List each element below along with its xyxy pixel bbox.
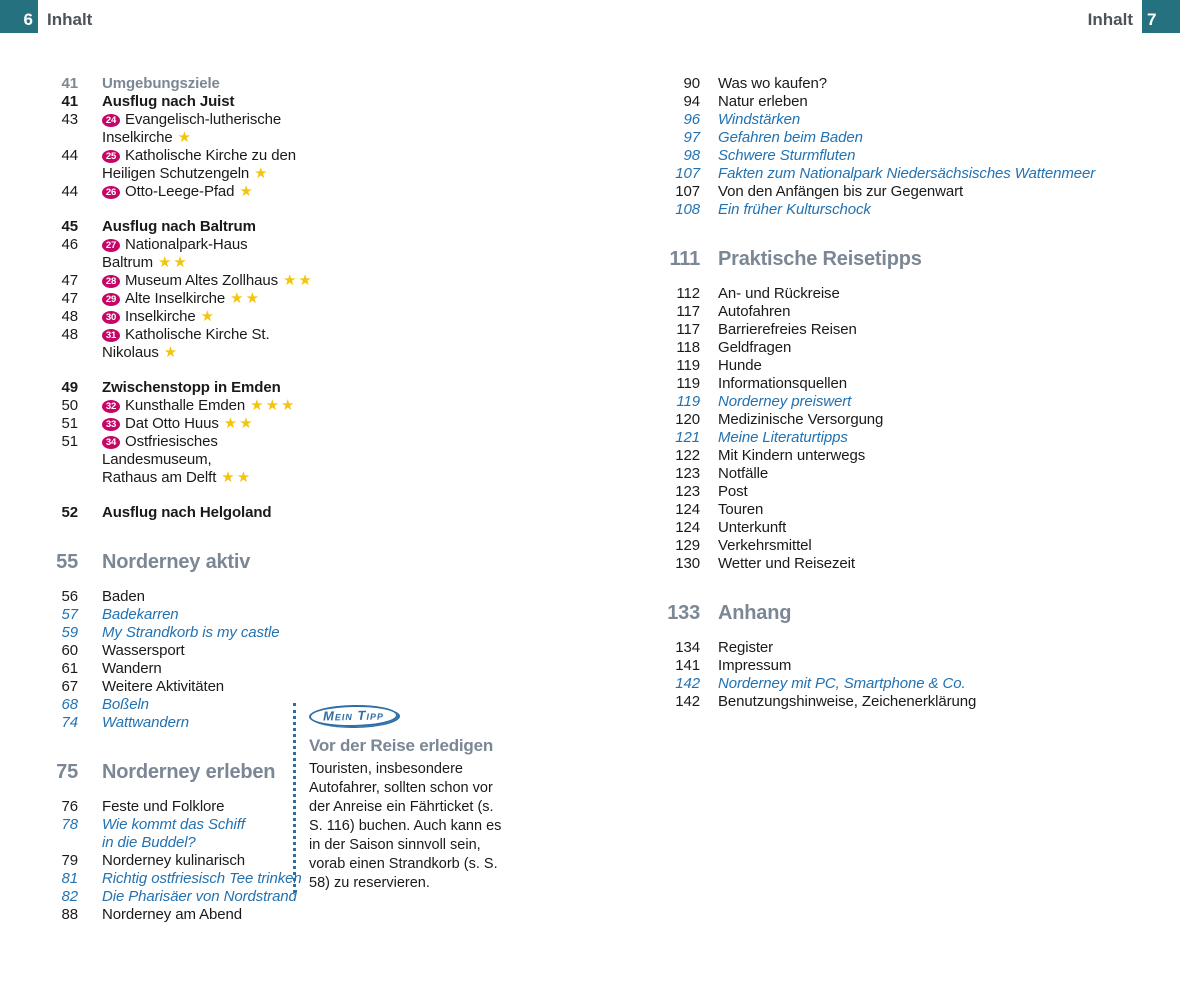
- poi-number-badge: 30: [102, 311, 120, 324]
- toc-page-number: 124: [675, 501, 700, 518]
- toc-entry-line: Inselkirche ★: [102, 129, 194, 146]
- toc-entry-line: Wattwandern: [102, 714, 190, 731]
- toc-entry: [650, 111, 1130, 129]
- toc-entry: [650, 429, 1130, 447]
- toc-entry-line: Norderney erleben: [102, 761, 276, 783]
- toc-entry-line: 27 Nationalpark-Haus Baltrum ★★: [102, 236, 248, 271]
- toc-entry: [650, 201, 1130, 219]
- toc-page-number: 67: [61, 678, 78, 695]
- toc-entry-label: [102, 308, 315, 326]
- toc-entry-label: [718, 657, 1130, 675]
- toc-entry: [40, 606, 315, 624]
- star-rating: ★: [254, 165, 270, 182]
- toc-entry-label: [102, 147, 315, 183]
- toc-page-number: 122: [675, 447, 700, 464]
- toc-entry-line: Ausflug nach Helgoland: [102, 504, 272, 521]
- star-rating: ★: [200, 308, 217, 325]
- toc-entry: [40, 852, 315, 870]
- toc-entry: [40, 75, 315, 93]
- poi-number-badge: 24: [102, 114, 120, 127]
- toc-page-number: 47: [61, 290, 78, 307]
- toc-entry-label: [718, 537, 1130, 555]
- toc-page-number: 90: [683, 75, 700, 92]
- toc-entry-line: 24 Evangelisch-lutherische: [102, 111, 315, 129]
- toc-entry-label: [718, 129, 1130, 147]
- toc-page-number: 94: [683, 93, 700, 110]
- toc-page-number: 56: [61, 588, 78, 605]
- toc-column-left: [40, 75, 315, 924]
- page-number-box: [0, 0, 38, 33]
- toc-entry-label: [718, 429, 1130, 447]
- toc-entry: [40, 183, 315, 201]
- toc-entry: [40, 111, 315, 147]
- toc-chapter-entry: [650, 246, 1130, 272]
- toc-entry-label: [718, 93, 1130, 111]
- tip-title: Vor der Reise erledigen: [309, 736, 494, 755]
- toc-page-number: 130: [675, 555, 700, 572]
- toc-page-number: 51: [61, 433, 78, 450]
- toc-entry-line: Windstärken: [718, 111, 801, 128]
- toc-entry-line: Anhang: [718, 602, 792, 624]
- toc-entry: [650, 675, 1130, 693]
- toc-entry-label: [718, 246, 1130, 272]
- toc-entry-line: Gefahren beim Baden: [718, 129, 863, 146]
- toc-entry-line: Baden: [102, 588, 145, 605]
- mein-tipp-badge: Mein Tipp: [309, 704, 398, 728]
- toc-entry-line: 29 Alte Inselkirche ★★: [102, 290, 315, 308]
- toc-entry: [650, 339, 1130, 357]
- toc-entry: [40, 272, 315, 290]
- toc-entry-label: [718, 675, 1130, 693]
- toc-entry-label: [718, 639, 1130, 657]
- toc-entry: [650, 483, 1130, 501]
- toc-page-number: 78: [61, 816, 78, 833]
- toc-entry-label: [102, 606, 315, 624]
- toc-entry-label: [102, 218, 315, 236]
- toc-entry: [40, 379, 315, 397]
- toc-page-number: 111: [669, 248, 700, 270]
- toc-entry-line: Heiligen Schutzengeln ★: [102, 165, 270, 182]
- toc-entry: [40, 504, 315, 522]
- toc-entry-line: An- und Rückreise: [718, 285, 840, 302]
- toc-entry-label: [718, 465, 1130, 483]
- toc-entry: [650, 447, 1130, 465]
- toc-page-number: 49: [61, 379, 78, 396]
- toc-entry-line: Badekarren: [102, 606, 179, 623]
- toc-entry-label: [102, 379, 315, 397]
- toc-entry-label: [102, 236, 315, 272]
- toc-chapter-entry: [650, 600, 1130, 626]
- toc-entry-label: [718, 447, 1130, 465]
- poi-number-badge: 34: [102, 436, 120, 449]
- toc-entry-label: [102, 111, 315, 147]
- toc-entry-line: Was wo kaufen?: [718, 75, 827, 92]
- toc-entry: [650, 519, 1130, 537]
- toc-entry: [40, 870, 315, 888]
- toc-entry-line: Praktische Reisetipps: [718, 248, 922, 270]
- toc-entry-label: [102, 397, 315, 415]
- toc-page-number: 51: [61, 415, 78, 432]
- toc-entry-line: Barrierefreies Reisen: [718, 321, 857, 338]
- running-head-label: Inhalt: [1087, 10, 1133, 29]
- toc-entry-line: 31 Katholische Kirche St. Nikolaus ★: [102, 326, 270, 361]
- toc-entry-label: [102, 816, 315, 852]
- toc-page-number: 74: [61, 714, 78, 731]
- toc-page-number: 121: [675, 429, 700, 446]
- page-number: 7: [1147, 10, 1157, 29]
- toc-page-number: 123: [675, 483, 700, 500]
- toc-entry: [40, 816, 315, 852]
- toc-chapter-entry: [40, 549, 315, 575]
- toc-entry: [40, 326, 315, 362]
- toc-entry-label: [102, 870, 315, 888]
- toc-entry-label: [718, 600, 1130, 626]
- toc-entry-line: Wie kommt das Schiff: [102, 816, 245, 833]
- tip-box: [293, 703, 515, 893]
- toc-entry-label: [102, 888, 315, 906]
- toc-entry-line: Hunde: [718, 357, 762, 374]
- toc-entry: [40, 624, 315, 642]
- toc-entry: [40, 415, 315, 433]
- tip-body-text: Touristen, insbesondere Autofahrer, sollten schon vor der Anreise ein Fährticket (s. S. 116) buchen. Auch kann es in der Saison sinnvoll sein, vorab einen Strandkorb (s. S. 58) zu reservieren.: [309, 761, 502, 891]
- toc-entry: [40, 290, 315, 308]
- toc-entry-label: [102, 759, 315, 785]
- toc-entry: [650, 537, 1130, 555]
- toc-page-number: 96: [683, 111, 700, 128]
- toc-page-number: 88: [61, 906, 78, 923]
- toc-entry-line: Notfälle: [718, 465, 769, 482]
- toc-entry: [40, 433, 315, 487]
- toc-entry: [650, 321, 1130, 339]
- toc-entry-label: [102, 696, 315, 714]
- poi-number-badge: 31: [102, 329, 120, 342]
- toc-entry-line: Ausflug nach Juist: [102, 93, 235, 110]
- toc-entry: [40, 888, 315, 906]
- poi-number-badge: 33: [102, 418, 120, 431]
- toc-entry-label: [102, 75, 315, 93]
- toc-entry-label: [102, 798, 315, 816]
- star-rating: ★★★: [250, 397, 297, 414]
- toc-page-number: 118: [676, 339, 700, 356]
- toc-entry-line: Fakten zum Nationalpark Niedersächsisches Wattenmeer: [718, 165, 1096, 182]
- toc-entry-line: Norderney preiswert: [718, 393, 852, 410]
- toc-page-number: 48: [61, 308, 78, 325]
- toc-page-number: 55: [56, 551, 78, 573]
- star-rating: ★★: [230, 290, 262, 307]
- toc-entry-line: Norderney kulinarisch: [102, 852, 245, 869]
- toc-entry: [40, 660, 315, 678]
- toc-entry-line: Geldfragen: [718, 339, 792, 356]
- toc-entry-line: Wassersport: [102, 642, 185, 659]
- toc-entry-label: [718, 303, 1130, 321]
- toc-entry-line: Impressum: [718, 657, 792, 674]
- toc-entry-line: Medizinische Versorgung: [718, 411, 884, 428]
- star-rating: ★★: [223, 415, 255, 432]
- toc-page-number: 117: [676, 303, 700, 320]
- toc-entry-line: Boßeln: [102, 696, 149, 713]
- toc-entry: [40, 236, 315, 272]
- toc-entry-line: 30 Inselkirche ★: [102, 308, 315, 326]
- toc-entry-label: [718, 375, 1130, 393]
- toc-entry-label: [718, 483, 1130, 501]
- poi-number-badge: 26: [102, 186, 120, 199]
- toc-entry: [40, 308, 315, 326]
- toc-page-number: 47: [61, 272, 78, 289]
- toc-page-number: 76: [61, 798, 78, 815]
- toc-entry-label: [102, 504, 315, 522]
- toc-entry-line: 25 Katholische Kirche zu den: [102, 147, 315, 165]
- toc-chapter-entry: [40, 759, 315, 785]
- toc-entry: [650, 465, 1130, 483]
- toc-entry-label: [102, 588, 315, 606]
- toc-entry-line: Wandern: [102, 660, 162, 677]
- toc-page-number: 52: [61, 504, 78, 521]
- toc-entry-line: Norderney aktiv: [102, 551, 251, 573]
- toc-page-number: 68: [61, 696, 78, 713]
- toc-entry-line: Meine Literaturtipps: [718, 429, 848, 446]
- toc-entry-line: Feste und Folklore: [102, 798, 225, 815]
- toc-page-number: 44: [61, 183, 78, 200]
- toc-page-number: 124: [675, 519, 700, 536]
- running-head-right: [1088, 0, 1180, 33]
- toc-page-number: 57: [61, 606, 78, 623]
- toc-entry: [650, 639, 1130, 657]
- toc-entry-label: [102, 660, 315, 678]
- toc-entry: [40, 93, 315, 111]
- toc-entry: [40, 678, 315, 696]
- toc-entry-line: Richtig ostfriesisch Tee trinken: [102, 870, 302, 887]
- toc-page-number: 82: [61, 888, 78, 905]
- toc-entry-label: [102, 433, 315, 487]
- toc-page-number: 50: [61, 397, 78, 414]
- toc-entry-line: Benutzungshinweise, Zeichenerklärung: [718, 693, 977, 710]
- toc-entry: [40, 798, 315, 816]
- toc-page-number: 41: [61, 93, 78, 110]
- toc-entry-label: [718, 165, 1130, 183]
- toc-entry-line: Wetter und Reisezeit: [718, 555, 855, 572]
- toc-entry-line: Norderney mit PC, Smartphone & Co.: [718, 675, 966, 692]
- toc-entry: [650, 693, 1130, 711]
- toc-entry-label: [718, 285, 1130, 303]
- toc-page-number: 97: [683, 129, 700, 146]
- star-rating: ★★: [157, 254, 189, 271]
- toc-entry-label: [102, 183, 315, 201]
- page-number-box: [1142, 0, 1180, 33]
- toc-entry: [650, 93, 1130, 111]
- toc-page-number: 59: [61, 624, 78, 641]
- page-number: 6: [23, 10, 33, 29]
- toc-entry-label: [718, 321, 1130, 339]
- toc-entry-line: Zwischenstopp in Emden: [102, 379, 281, 396]
- toc-entry-label: [102, 93, 315, 111]
- toc-entry-label: [718, 411, 1130, 429]
- toc-page-number: 142: [675, 693, 700, 710]
- toc-entry-line: Natur erleben: [718, 93, 808, 110]
- toc-page-number: 119: [676, 357, 700, 374]
- toc-entry-label: [102, 906, 315, 924]
- toc-entry-label: [718, 75, 1130, 93]
- toc-entry-label: [718, 693, 1130, 711]
- toc-entry-line: Die Pharisäer von Nordstrand: [102, 888, 297, 905]
- toc-page-number: 79: [61, 852, 78, 869]
- toc-entry-label: [102, 549, 315, 575]
- star-rating: ★: [177, 129, 194, 146]
- toc-entry-label: [718, 555, 1130, 573]
- toc-page-number: 119: [676, 375, 700, 392]
- poi-number-badge: 25: [102, 150, 120, 163]
- toc-entry: [650, 657, 1130, 675]
- toc-entry-line: 28 Museum Altes Zollhaus ★★: [102, 272, 315, 290]
- toc-entry-label: [718, 111, 1130, 129]
- toc-entry: [650, 303, 1130, 321]
- toc-entry-label: [718, 201, 1130, 219]
- toc-page-number: 81: [61, 870, 78, 887]
- toc-entry-label: [102, 678, 315, 696]
- poi-number-badge: 28: [102, 275, 120, 288]
- poi-number-badge: 29: [102, 293, 120, 306]
- toc-page-number: 43: [61, 111, 78, 128]
- toc-page-number: 129: [675, 537, 700, 554]
- toc-entry: [40, 906, 315, 924]
- poi-number-badge: 27: [102, 239, 120, 252]
- toc-entry-line: My Strandkorb is my castle: [102, 624, 280, 641]
- toc-page-number: 123: [675, 465, 700, 482]
- toc-entry-line: Ausflug nach Baltrum: [102, 218, 256, 235]
- toc-entry-label: [102, 624, 315, 642]
- running-head-label: Inhalt: [47, 10, 93, 29]
- toc-page-number: 108: [675, 201, 700, 218]
- toc-entry-label: [718, 357, 1130, 375]
- toc-entry-line: Post: [718, 483, 748, 500]
- toc-entry-line: Register: [718, 639, 774, 656]
- running-head-left: [0, 0, 92, 33]
- toc-page-number: 44: [61, 147, 78, 164]
- toc-entry-line: Weitere Aktivitäten: [102, 678, 225, 695]
- toc-entry-label: [718, 339, 1130, 357]
- star-rating: ★: [239, 183, 255, 200]
- star-rating: ★: [163, 344, 180, 361]
- toc-entry-line: Informationsquellen: [718, 375, 848, 392]
- toc-entry-line: Norderney am Abend: [102, 906, 242, 923]
- poi-number-badge: 32: [102, 400, 120, 413]
- toc-entry: [40, 147, 315, 183]
- toc-page-number: 61: [61, 660, 78, 677]
- toc-page-number: 75: [56, 761, 78, 783]
- toc-page-number: 119: [676, 393, 700, 410]
- toc-entry: [650, 285, 1130, 303]
- toc-page-number: 98: [683, 147, 700, 164]
- toc-page-number: 107: [675, 183, 700, 200]
- star-rating: ★★: [282, 272, 314, 289]
- toc-entry-line: Verkehrsmittel: [718, 537, 812, 554]
- toc-entry-line: Von den Anfängen bis zur Gegenwart: [718, 183, 964, 200]
- toc-page-number: 48: [61, 326, 78, 343]
- toc-entry-label: [718, 147, 1130, 165]
- toc-entry-line: Unterkunft: [718, 519, 787, 536]
- toc-entry-line: Mit Kindern unterwegs: [718, 447, 866, 464]
- toc-entry-line: Autofahren: [718, 303, 791, 320]
- toc-entry-line: 33 Dat Otto Huus ★★: [102, 415, 315, 433]
- toc-page-number: 112: [676, 285, 700, 302]
- toc-entry: [40, 696, 315, 714]
- toc-entry-label: [102, 714, 315, 732]
- toc-entry-line: 34 Ostfriesisches Landesmuseum,: [102, 433, 218, 468]
- toc-entry-line: Touren: [718, 501, 764, 518]
- toc-entry: [650, 147, 1130, 165]
- toc-entry-label: [102, 326, 315, 362]
- toc-page-number: 142: [675, 675, 700, 692]
- toc-entry: [650, 129, 1130, 147]
- toc-entry-label: [102, 852, 315, 870]
- toc-entry-label: [102, 415, 315, 433]
- toc-entry: [650, 183, 1130, 201]
- toc-entry-line: Umgebungsziele: [102, 75, 220, 92]
- toc-page-number: 117: [676, 321, 700, 338]
- toc-entry-line: 32 Kunsthalle Emden ★★★: [102, 397, 315, 415]
- toc-page-number: 133: [667, 602, 700, 624]
- toc-entry-label: [718, 393, 1130, 411]
- toc-entry: [40, 397, 315, 415]
- toc-page-number: 60: [61, 642, 78, 659]
- toc-page-number: 107: [675, 165, 700, 182]
- toc-page-number: 141: [675, 657, 700, 674]
- star-rating: ★★: [221, 469, 253, 486]
- toc-entry-line: 26 Otto-Leege-Pfad ★: [102, 183, 315, 201]
- toc-column-right: [650, 75, 1130, 711]
- toc-entry: [650, 555, 1130, 573]
- toc-page-number: 45: [61, 218, 78, 235]
- toc-entry: [40, 588, 315, 606]
- toc-entry-line: in die Buddel?: [102, 834, 196, 851]
- toc-entry-label: [102, 290, 315, 308]
- toc-entry-label: [718, 183, 1130, 201]
- toc-entry-label: [102, 642, 315, 660]
- toc-entry: [650, 357, 1130, 375]
- toc-entry: [650, 375, 1130, 393]
- toc-page-number: 46: [61, 236, 78, 253]
- toc-page-number: 41: [61, 75, 78, 92]
- toc-entry-label: [718, 519, 1130, 537]
- toc-entry-line: Rathaus am Delft ★★: [102, 469, 253, 486]
- toc-page-number: 120: [675, 411, 700, 428]
- toc-entry: [650, 75, 1130, 93]
- toc-entry: [650, 165, 1130, 183]
- toc-entry: [40, 714, 315, 732]
- toc-entry-label: [102, 272, 315, 290]
- toc-entry-line: Schwere Sturmfluten: [718, 147, 856, 164]
- toc-entry-line: Ein früher Kulturschock: [718, 201, 871, 218]
- toc-entry-label: [718, 501, 1130, 519]
- toc-page-number: 134: [675, 639, 700, 656]
- toc-entry: [650, 393, 1130, 411]
- toc-entry: [40, 642, 315, 660]
- toc-entry: [650, 501, 1130, 519]
- toc-entry: [650, 411, 1130, 429]
- toc-entry: [40, 218, 315, 236]
